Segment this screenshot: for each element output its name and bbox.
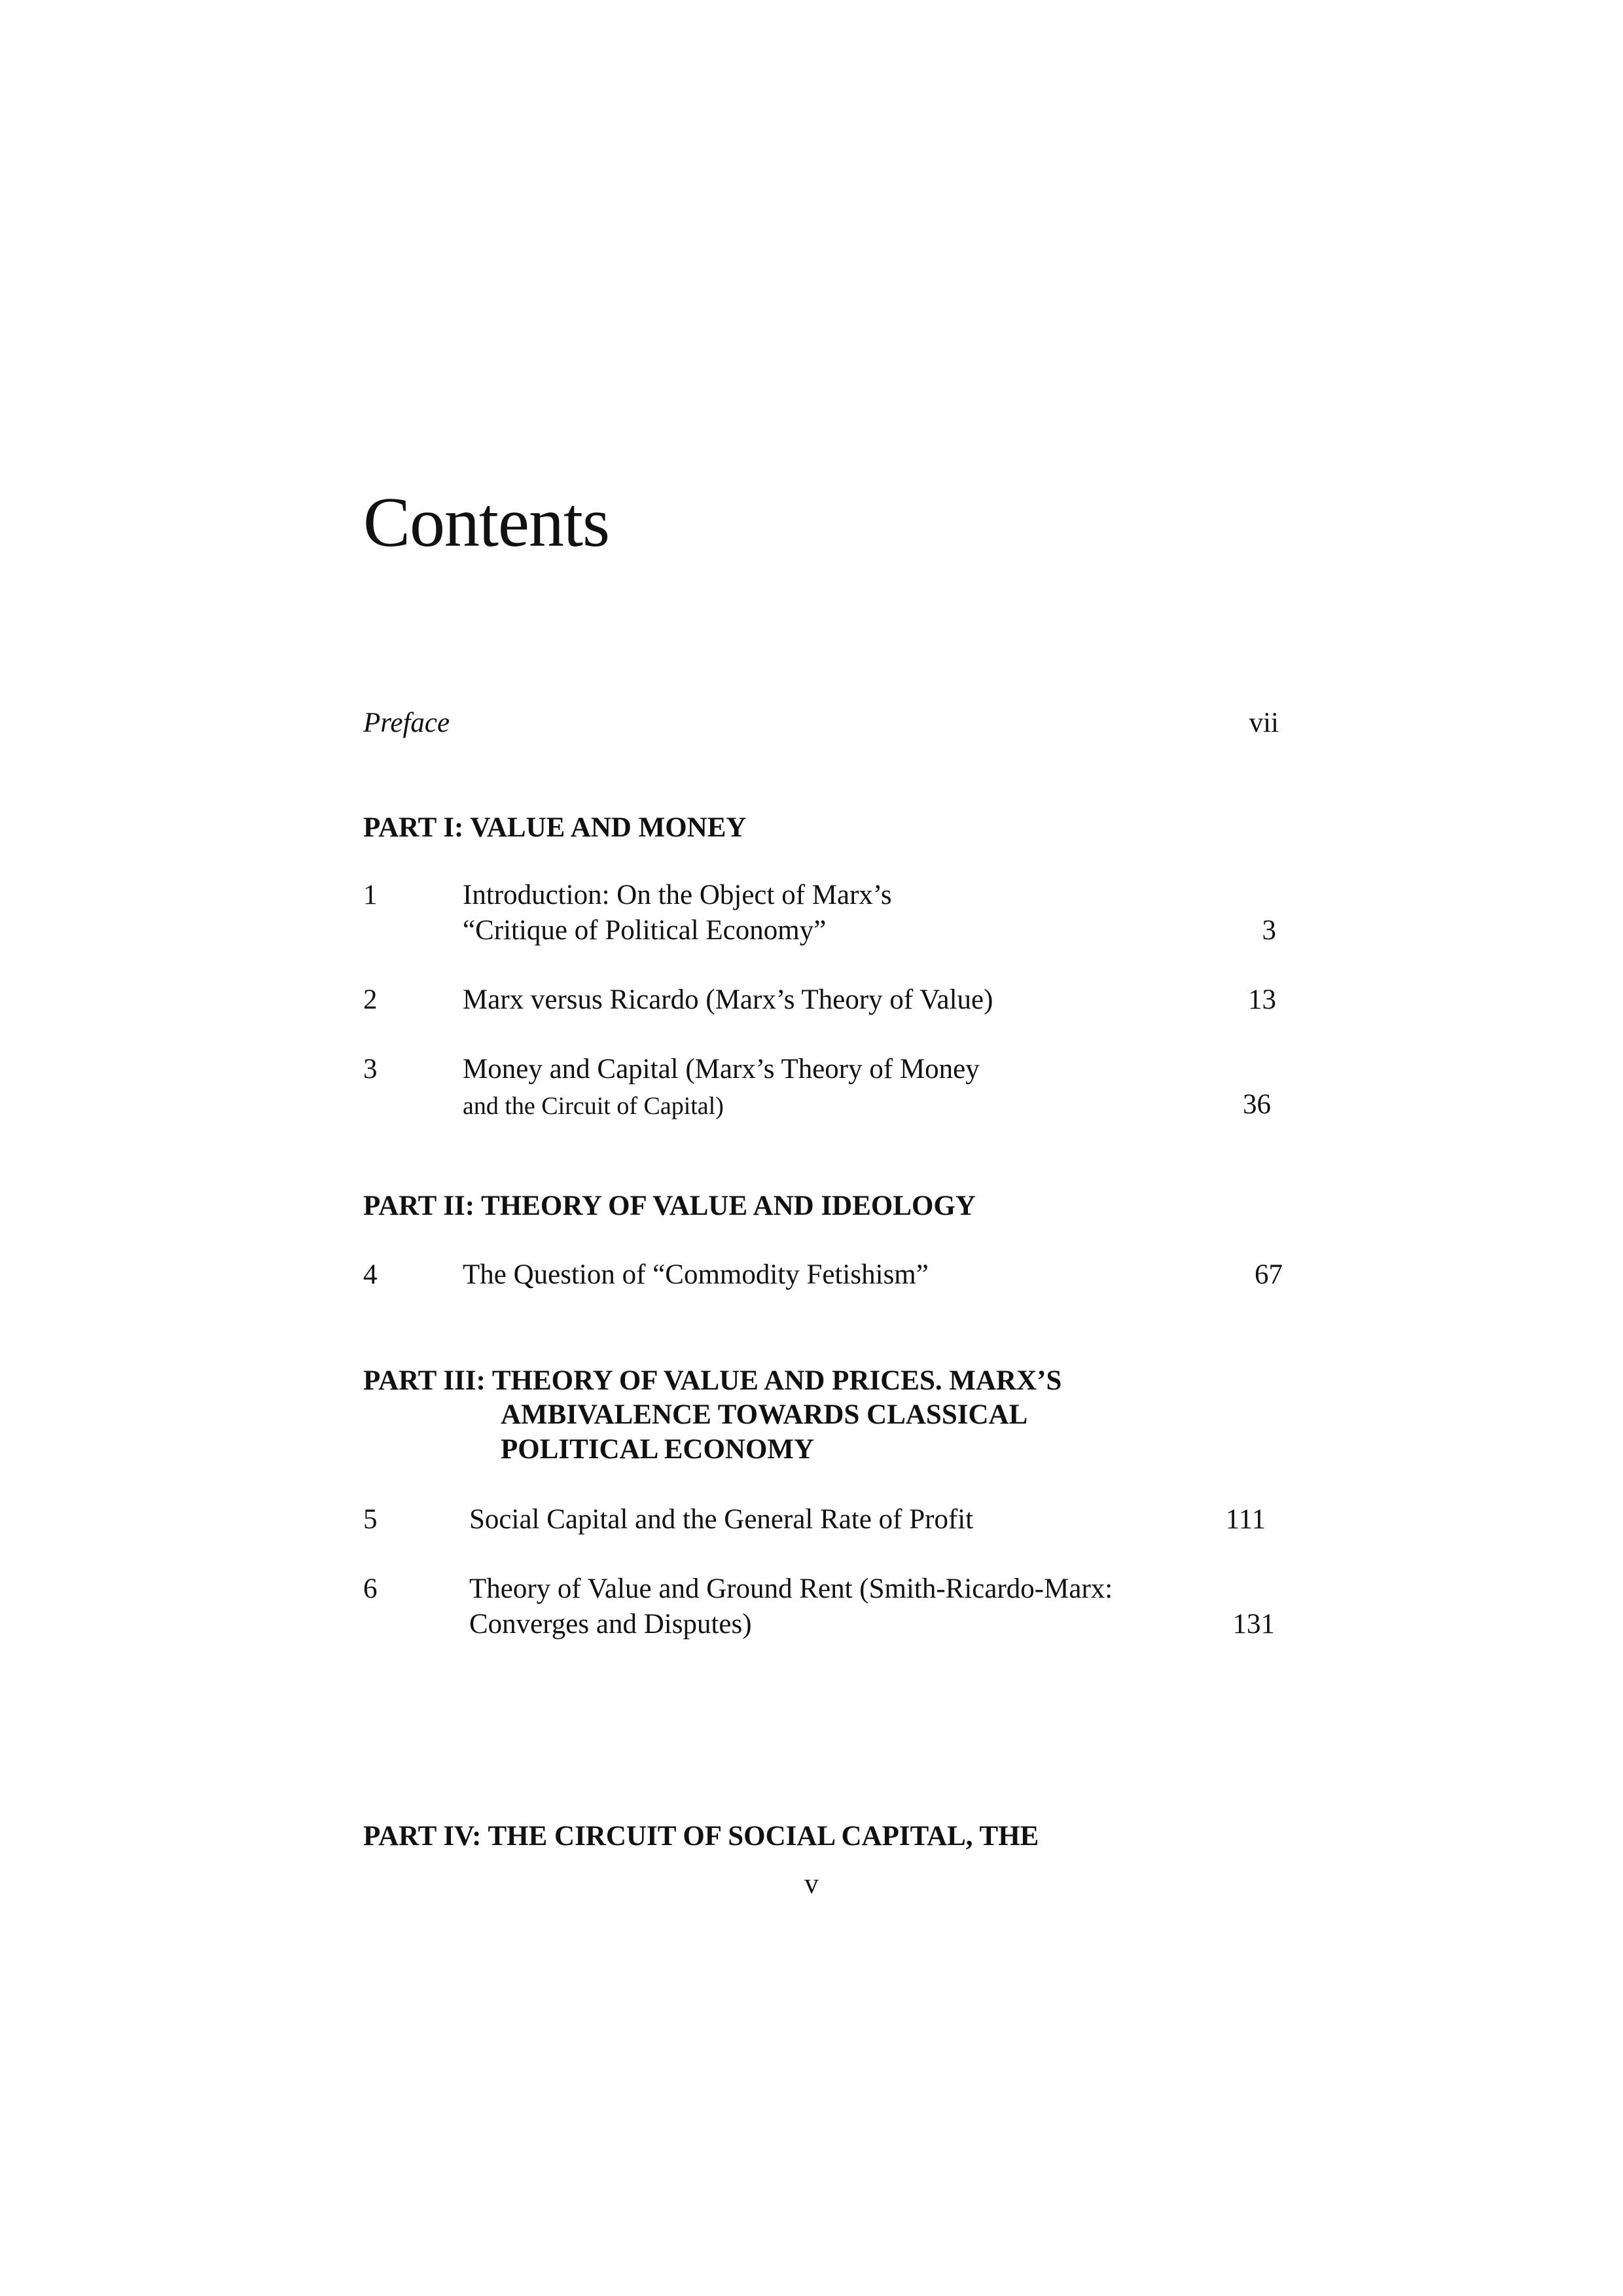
chapter-page-number: 13	[1248, 984, 1276, 1015]
chapter-title-line: and the Circuit of Capital)	[463, 1092, 724, 1120]
chapter-number: 1	[363, 880, 378, 910]
chapter-title-line: Social Capital and the General Rate of Profit	[469, 1504, 974, 1535]
chapter-title-line: Converges and Disputes)	[469, 1609, 752, 1640]
part-heading-line: AMBIVALENCE TOWARDS CLASSICAL	[501, 1399, 1028, 1430]
chapter-title-line: “Critique of Political Economy”	[463, 915, 827, 946]
chapter-page-number: 131	[1232, 1609, 1275, 1640]
part-heading-line: PART II: THEORY OF VALUE AND IDEOLOGY	[363, 1191, 976, 1221]
chapter-number: 5	[363, 1504, 378, 1535]
part-heading-line: PART I: VALUE AND MONEY	[363, 812, 747, 843]
chapter-title-line: Money and Capital (Marx’s Theory of Money	[463, 1054, 980, 1085]
chapter-page-number: 111	[1225, 1504, 1266, 1535]
chapter-title-line: Introduction: On the Object of Marx’s	[463, 880, 892, 910]
preface-page-number: vii	[1249, 708, 1279, 738]
part-heading-line: POLITICAL ECONOMY	[501, 1434, 815, 1465]
chapter-page-number: 67	[1255, 1259, 1283, 1290]
chapter-number: 4	[363, 1259, 378, 1290]
chapter-number: 6	[363, 1573, 378, 1604]
chapter-page-number: 3	[1262, 915, 1276, 946]
part-heading-line: PART IV: THE CIRCUIT OF SOCIAL CAPITAL, THE	[363, 1821, 1039, 1852]
chapter-title-line: Marx versus Ricardo (Marx’s Theory of Value)	[463, 984, 993, 1015]
chapter-title-line: Theory of Value and Ground Rent (Smith-Ricardo-Marx:	[469, 1573, 1113, 1604]
page-folio: v	[804, 1869, 819, 1899]
part-heading-line: PART III: THEORY OF VALUE AND PRICES. MARX’S	[363, 1365, 1062, 1396]
chapter-number: 3	[363, 1054, 378, 1085]
preface-label: Preface	[363, 708, 450, 738]
chapter-title-line: The Question of “Commodity Fetishism”	[463, 1259, 929, 1290]
chapter-page-number: 36	[1243, 1089, 1271, 1120]
chapter-number: 2	[363, 984, 378, 1015]
page-title: Contents	[363, 484, 610, 562]
